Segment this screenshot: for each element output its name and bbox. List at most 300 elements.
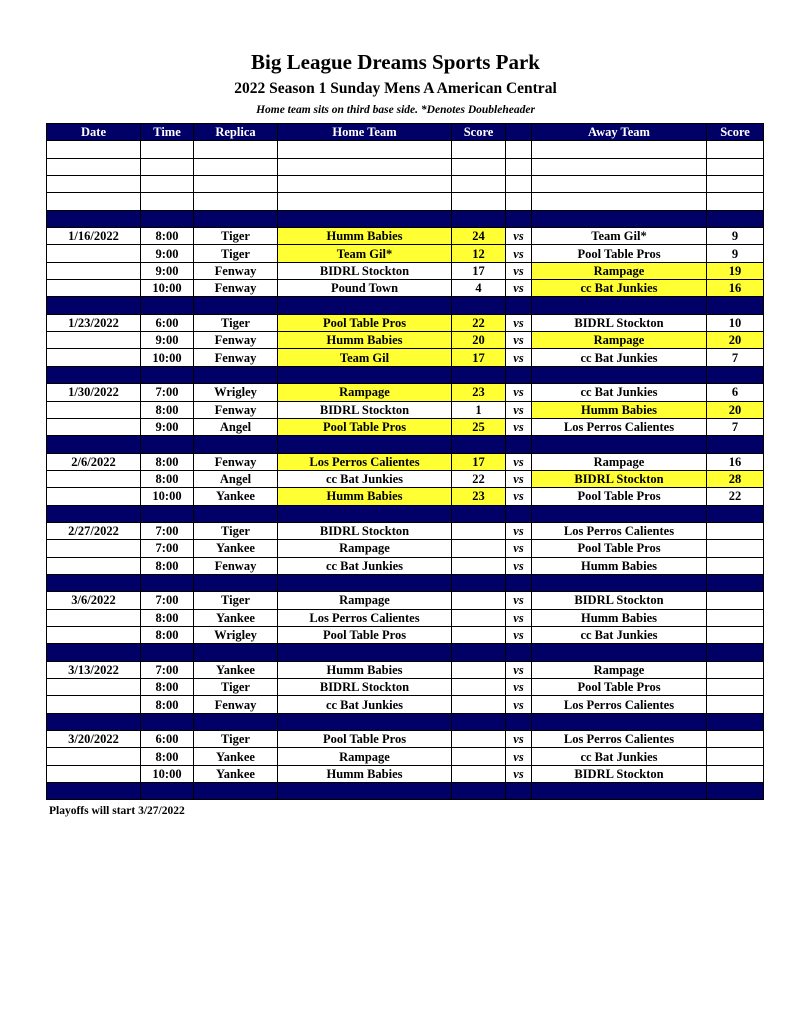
home-score [452, 731, 506, 748]
blank-cell [452, 644, 506, 661]
away-team: Rampage [532, 262, 707, 279]
game-time: 8:00 [141, 626, 194, 643]
blank-cell [532, 193, 707, 210]
column-header-replica: Replica [194, 124, 278, 141]
blank-cell [506, 436, 532, 453]
game-row [47, 488, 764, 505]
away-score: 20 [707, 332, 764, 349]
away-team: Rampage [532, 332, 707, 349]
blank-cell [141, 193, 194, 210]
blank-cell [707, 574, 764, 591]
game-date [47, 765, 141, 782]
blank-cell [278, 210, 452, 227]
blank-cell [141, 713, 194, 730]
blank-cell [506, 141, 532, 158]
blank-cell [278, 366, 452, 383]
game-time: 7:00 [141, 592, 194, 609]
vs-label: vs [506, 470, 532, 487]
game-replica: Fenway [194, 401, 278, 418]
blank-cell [194, 297, 278, 314]
vs-label: vs [506, 349, 532, 366]
vs-label: vs [506, 661, 532, 678]
game-row [47, 384, 764, 401]
game-replica: Fenway [194, 332, 278, 349]
game-replica: Yankee [194, 748, 278, 765]
game-replica: Tiger [194, 679, 278, 696]
vs-label: vs [506, 245, 532, 262]
home-team: Pool Table Pros [278, 626, 452, 643]
doubleheader-note: Home team sits on third base side. *Denotes Doubleheader [256, 104, 535, 116]
blank-cell [47, 574, 141, 591]
home-score [452, 696, 506, 713]
game-replica: Tiger [194, 522, 278, 539]
blank-cell [278, 505, 452, 522]
blank-cell [532, 176, 707, 193]
blank-row [47, 158, 764, 175]
game-replica: Fenway [194, 557, 278, 574]
vs-label: vs [506, 522, 532, 539]
game-replica: Fenway [194, 696, 278, 713]
blank-cell [452, 366, 506, 383]
blank-cell [47, 713, 141, 730]
game-row [47, 696, 764, 713]
home-team: Pound Town [278, 280, 452, 297]
blank-cell [278, 783, 452, 800]
home-team: BIDRL Stockton [278, 262, 452, 279]
blank-cell [47, 436, 141, 453]
game-replica: Yankee [194, 540, 278, 557]
blank-cell [141, 158, 194, 175]
away-score [707, 765, 764, 782]
blank-cell [278, 713, 452, 730]
blank-cell [194, 158, 278, 175]
column-header-away-score: Score [707, 124, 764, 141]
away-team: Humm Babies [532, 609, 707, 626]
game-date [47, 245, 141, 262]
blank-cell [141, 505, 194, 522]
away-score: 7 [707, 349, 764, 366]
game-replica: Fenway [194, 349, 278, 366]
game-row [47, 453, 764, 470]
home-team: Team Gil* [278, 245, 452, 262]
home-score [452, 557, 506, 574]
game-time: 7:00 [141, 540, 194, 557]
game-row [47, 557, 764, 574]
home-score: 4 [452, 280, 506, 297]
table-header-row [47, 124, 764, 141]
blank-cell [506, 193, 532, 210]
column-header-time: Time [141, 124, 194, 141]
away-team: Humm Babies [532, 401, 707, 418]
away-score: 22 [707, 488, 764, 505]
vs-label: vs [506, 626, 532, 643]
vs-label: vs [506, 731, 532, 748]
blank-cell [532, 505, 707, 522]
game-replica: Fenway [194, 262, 278, 279]
blank-cell [141, 297, 194, 314]
blank-cell [506, 366, 532, 383]
away-team: Pool Table Pros [532, 540, 707, 557]
game-time: 10:00 [141, 765, 194, 782]
away-team: Team Gil* [532, 228, 707, 245]
away-team: Rampage [532, 661, 707, 678]
game-time: 9:00 [141, 262, 194, 279]
blank-cell [452, 141, 506, 158]
home-score: 20 [452, 332, 506, 349]
vs-label: vs [506, 557, 532, 574]
vs-label: vs [506, 418, 532, 435]
game-replica: Tiger [194, 592, 278, 609]
blank-cell [506, 505, 532, 522]
column-header-home-team: Home Team [278, 124, 452, 141]
blank-cell [278, 141, 452, 158]
home-score: 25 [452, 418, 506, 435]
game-date [47, 557, 141, 574]
game-time: 7:00 [141, 522, 194, 539]
blank-cell [194, 176, 278, 193]
game-replica: Tiger [194, 228, 278, 245]
away-team: Humm Babies [532, 557, 707, 574]
away-score: 19 [707, 262, 764, 279]
game-replica: Yankee [194, 661, 278, 678]
game-row [47, 262, 764, 279]
week-separator-row [47, 644, 764, 661]
blank-cell [707, 783, 764, 800]
home-team: BIDRL Stockton [278, 401, 452, 418]
game-date [47, 262, 141, 279]
home-score [452, 592, 506, 609]
vs-label: vs [506, 314, 532, 331]
home-team: cc Bat Junkies [278, 470, 452, 487]
blank-cell [141, 210, 194, 227]
week-separator-row [47, 713, 764, 730]
blank-cell [707, 644, 764, 661]
home-score [452, 679, 506, 696]
game-row [47, 540, 764, 557]
game-date [47, 626, 141, 643]
away-score: 6 [707, 384, 764, 401]
blank-cell [278, 574, 452, 591]
game-row [47, 661, 764, 678]
game-time: 8:00 [141, 609, 194, 626]
away-score: 7 [707, 418, 764, 435]
blank-cell [707, 158, 764, 175]
blank-cell [194, 366, 278, 383]
blank-cell [506, 297, 532, 314]
blank-cell [506, 176, 532, 193]
away-score [707, 661, 764, 678]
vs-label: vs [506, 401, 532, 418]
game-row [47, 332, 764, 349]
blank-cell [194, 193, 278, 210]
game-date [47, 748, 141, 765]
home-team: BIDRL Stockton [278, 522, 452, 539]
blank-cell [141, 176, 194, 193]
game-date [47, 332, 141, 349]
home-score: 23 [452, 488, 506, 505]
away-team: Pool Table Pros [532, 679, 707, 696]
home-score: 23 [452, 384, 506, 401]
game-row [47, 418, 764, 435]
blank-row [47, 193, 764, 210]
away-score: 20 [707, 401, 764, 418]
home-team: Humm Babies [278, 488, 452, 505]
column-header-home-score: Score [452, 124, 506, 141]
away-team: cc Bat Junkies [532, 349, 707, 366]
column-header-vs [506, 124, 532, 141]
home-team: Pool Table Pros [278, 418, 452, 435]
blank-cell [47, 505, 141, 522]
blank-cell [194, 141, 278, 158]
blank-cell [506, 644, 532, 661]
game-time: 8:00 [141, 453, 194, 470]
blank-cell [47, 644, 141, 661]
blank-cell [707, 176, 764, 193]
away-team: Los Perros Calientes [532, 696, 707, 713]
game-date [47, 696, 141, 713]
blank-cell [194, 713, 278, 730]
game-row [47, 280, 764, 297]
week-separator-row [47, 436, 764, 453]
blank-cell [452, 574, 506, 591]
home-score: 1 [452, 401, 506, 418]
blank-cell [506, 713, 532, 730]
away-team: Rampage [532, 453, 707, 470]
game-time: 7:00 [141, 661, 194, 678]
blank-cell [47, 783, 141, 800]
game-row [47, 228, 764, 245]
home-team: Humm Babies [278, 661, 452, 678]
week-separator-row [47, 210, 764, 227]
playoffs-note: Playoffs will start 3/27/2022 [49, 805, 185, 817]
column-header-date: Date [47, 124, 141, 141]
vs-label: vs [506, 609, 532, 626]
game-time: 8:00 [141, 470, 194, 487]
away-team: BIDRL Stockton [532, 314, 707, 331]
game-replica: Tiger [194, 731, 278, 748]
game-time: 8:00 [141, 748, 194, 765]
home-score [452, 609, 506, 626]
home-team: Rampage [278, 384, 452, 401]
game-time: 8:00 [141, 696, 194, 713]
blank-cell [141, 436, 194, 453]
game-date [47, 609, 141, 626]
away-score [707, 679, 764, 696]
home-team: Rampage [278, 592, 452, 609]
away-team: Los Perros Calientes [532, 522, 707, 539]
game-time: 6:00 [141, 731, 194, 748]
home-score [452, 540, 506, 557]
vs-label: vs [506, 453, 532, 470]
blank-cell [141, 141, 194, 158]
blank-cell [141, 366, 194, 383]
away-team: BIDRL Stockton [532, 470, 707, 487]
blank-cell [707, 193, 764, 210]
game-time: 9:00 [141, 418, 194, 435]
game-replica: Yankee [194, 488, 278, 505]
game-row [47, 765, 764, 782]
game-row [47, 679, 764, 696]
away-team: Los Perros Calientes [532, 418, 707, 435]
home-team: cc Bat Junkies [278, 557, 452, 574]
blank-cell [452, 436, 506, 453]
game-time: 10:00 [141, 280, 194, 297]
column-header-away-team: Away Team [532, 124, 707, 141]
vs-label: vs [506, 332, 532, 349]
game-date [47, 679, 141, 696]
blank-cell [141, 644, 194, 661]
game-time: 8:00 [141, 401, 194, 418]
away-score: 28 [707, 470, 764, 487]
blank-cell [47, 176, 141, 193]
game-date [47, 418, 141, 435]
game-time: 8:00 [141, 679, 194, 696]
vs-label: vs [506, 540, 532, 557]
blank-cell [532, 574, 707, 591]
blank-cell [194, 210, 278, 227]
blank-cell [532, 713, 707, 730]
home-team: cc Bat Junkies [278, 696, 452, 713]
game-date [47, 488, 141, 505]
home-team: Pool Table Pros [278, 314, 452, 331]
home-team: Humm Babies [278, 332, 452, 349]
home-score: 24 [452, 228, 506, 245]
game-row [47, 522, 764, 539]
game-date: 1/23/2022 [47, 314, 141, 331]
game-replica: Angel [194, 470, 278, 487]
away-score: 10 [707, 314, 764, 331]
week-separator-row [47, 505, 764, 522]
blank-cell [278, 158, 452, 175]
home-score [452, 661, 506, 678]
away-score [707, 609, 764, 626]
home-score: 22 [452, 470, 506, 487]
blank-cell [452, 176, 506, 193]
away-score [707, 540, 764, 557]
game-time: 8:00 [141, 557, 194, 574]
home-score [452, 765, 506, 782]
away-team: Pool Table Pros [532, 488, 707, 505]
blank-cell [452, 193, 506, 210]
away-team: cc Bat Junkies [532, 748, 707, 765]
away-score [707, 592, 764, 609]
vs-label: vs [506, 748, 532, 765]
blank-cell [452, 783, 506, 800]
away-score: 9 [707, 228, 764, 245]
vs-label: vs [506, 228, 532, 245]
game-row [47, 349, 764, 366]
game-time: 10:00 [141, 349, 194, 366]
home-score [452, 748, 506, 765]
vs-label: vs [506, 280, 532, 297]
home-team: Los Perros Calientes [278, 453, 452, 470]
away-team: cc Bat Junkies [532, 626, 707, 643]
blank-cell [707, 713, 764, 730]
vs-label: vs [506, 488, 532, 505]
blank-cell [452, 158, 506, 175]
blank-cell [506, 158, 532, 175]
game-date [47, 540, 141, 557]
away-score: 16 [707, 453, 764, 470]
home-score: 17 [452, 262, 506, 279]
blank-cell [47, 158, 141, 175]
blank-cell [506, 783, 532, 800]
blank-cell [194, 436, 278, 453]
away-team: cc Bat Junkies [532, 384, 707, 401]
game-date: 2/27/2022 [47, 522, 141, 539]
blank-cell [532, 366, 707, 383]
game-date [47, 470, 141, 487]
home-score: 12 [452, 245, 506, 262]
home-team: Los Perros Calientes [278, 609, 452, 626]
game-time: 9:00 [141, 332, 194, 349]
page-subtitle: 2022 Season 1 Sunday Mens A American Central [234, 80, 557, 97]
blank-cell [194, 644, 278, 661]
away-team: cc Bat Junkies [532, 280, 707, 297]
blank-row [47, 176, 764, 193]
vs-label: vs [506, 592, 532, 609]
blank-cell [141, 783, 194, 800]
game-date [47, 280, 141, 297]
home-team: Rampage [278, 540, 452, 557]
game-replica: Fenway [194, 453, 278, 470]
away-score [707, 748, 764, 765]
home-score [452, 522, 506, 539]
week-separator-row [47, 783, 764, 800]
blank-cell [506, 574, 532, 591]
vs-label: vs [506, 679, 532, 696]
blank-cell [278, 297, 452, 314]
game-row [47, 592, 764, 609]
home-team: Team Gil [278, 349, 452, 366]
blank-cell [278, 193, 452, 210]
game-replica: Tiger [194, 245, 278, 262]
vs-label: vs [506, 696, 532, 713]
blank-cell [707, 141, 764, 158]
blank-cell [532, 644, 707, 661]
vs-label: vs [506, 384, 532, 401]
blank-cell [452, 713, 506, 730]
game-time: 10:00 [141, 488, 194, 505]
game-date: 3/13/2022 [47, 661, 141, 678]
week-separator-row [47, 297, 764, 314]
blank-cell [532, 158, 707, 175]
away-team: BIDRL Stockton [532, 592, 707, 609]
game-date [47, 349, 141, 366]
game-date: 3/20/2022 [47, 731, 141, 748]
game-time: 9:00 [141, 245, 194, 262]
game-date: 1/30/2022 [47, 384, 141, 401]
game-time: 7:00 [141, 384, 194, 401]
game-replica: Yankee [194, 609, 278, 626]
home-score: 17 [452, 453, 506, 470]
home-team: Rampage [278, 748, 452, 765]
game-replica: Wrigley [194, 626, 278, 643]
away-score [707, 696, 764, 713]
home-team: Humm Babies [278, 228, 452, 245]
game-time: 8:00 [141, 228, 194, 245]
blank-cell [707, 436, 764, 453]
blank-cell [452, 210, 506, 227]
game-replica: Yankee [194, 765, 278, 782]
game-date: 1/16/2022 [47, 228, 141, 245]
blank-cell [278, 644, 452, 661]
blank-cell [707, 297, 764, 314]
game-date: 3/6/2022 [47, 592, 141, 609]
blank-cell [141, 574, 194, 591]
game-date [47, 401, 141, 418]
blank-cell [532, 141, 707, 158]
